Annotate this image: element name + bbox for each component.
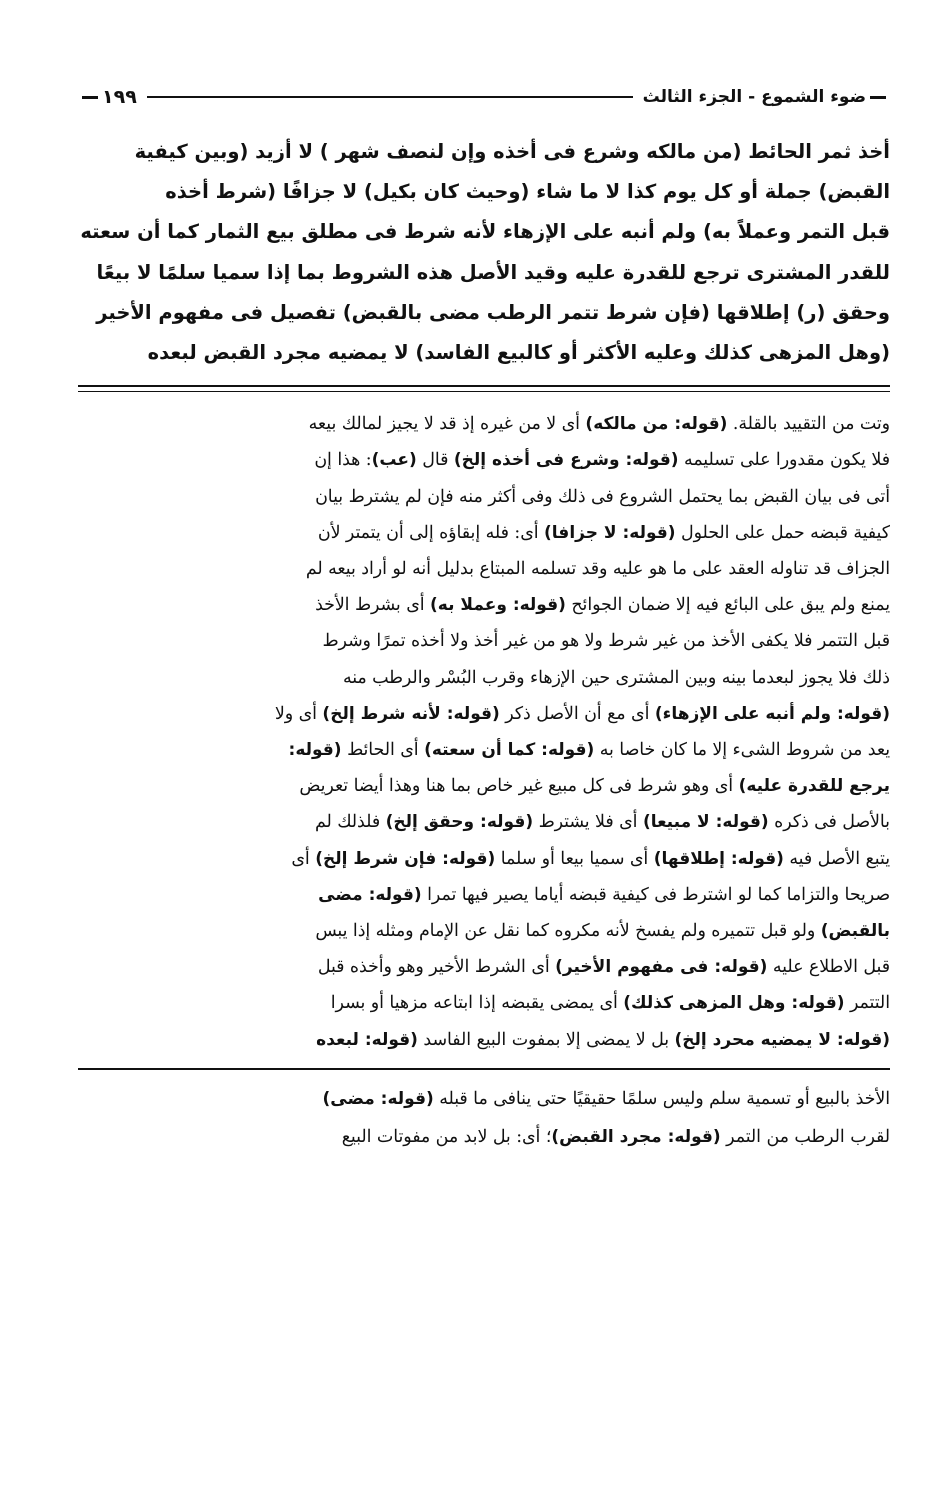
commentary-line [78, 1022, 890, 1058]
commentary-line [78, 515, 890, 551]
quoted-lemma: (قوله: مجرد القبض) [551, 1126, 721, 1147]
commentary-line [78, 949, 890, 985]
commentary-line [78, 768, 890, 804]
commentary-line [78, 660, 890, 696]
text-run: أى فلا يشترط [533, 812, 643, 833]
commentary-line [78, 587, 890, 623]
text-run: وتت من التقييد بالقلة. [727, 414, 890, 435]
footnote-line [78, 1080, 890, 1118]
text-run: أى ولا [274, 703, 323, 724]
text-run: أى بشرط الأخذ [315, 595, 431, 616]
commentary-line [78, 804, 890, 840]
quoted-lemma: (قوله: وهل المزهى كذلك) [623, 993, 845, 1014]
running-head [78, 70, 890, 124]
main-text-line: القبض) جملة أو كل يوم كذا لا ما شاء (وحيث كان بكيل) لا جزافًا (شرط أخذه [165, 180, 890, 204]
quoted-lemma: (قوله: فإن شرط إلخ) [315, 848, 496, 869]
text-run: أى [291, 848, 316, 869]
text-run: فلذلك لم [314, 812, 386, 833]
quoted-lemma: (قوله: مضى) [322, 1088, 434, 1109]
text-run: : هذا إن [314, 450, 372, 471]
header-dash [82, 96, 98, 99]
text-run: بل لا يمضى إلا بمفوت البيع الفاسد [417, 1029, 675, 1050]
quoted-lemma: (قوله: كما أن سعته) [424, 740, 595, 761]
footnote-line [78, 1118, 890, 1156]
commentary-line [78, 732, 890, 768]
header-dash [870, 96, 886, 99]
quoted-lemma: (قوله: ولم أنبه على الإزهاء) [654, 703, 890, 724]
text-run: يمنع ولم يبق على البائع فيه إلا ضمان الجوائح [565, 595, 890, 616]
main-text-line: (وهل المزهى كذلك وعليه الأكثر أو كالبيع الفاسد) لا يمضيه مجرد القبض لبعده [147, 341, 890, 365]
text-run: أى الحائط [341, 740, 425, 761]
text-run: الجزاف قد تناوله العقد على ما هو عليه وقد تسلمه المبتاع بدليل أنه لو أراد بيعه لم [305, 559, 890, 580]
quoted-lemma: (قوله: لأنه شرط إلخ) [322, 703, 500, 724]
quoted-lemma: بالقبض) [820, 921, 890, 942]
quoted-lemma: (قوله: وحقق إلخ) [385, 812, 534, 833]
commentary-line [78, 551, 890, 587]
text-run: قبل الاطلاع عليه [767, 957, 890, 978]
text-run: أى وهو شرط فى كل مبيع غير خاص بما هنا وهذا أيضا تعريض [299, 776, 739, 797]
text-run: التتمر [844, 993, 890, 1014]
text-run: أى لا من غيره إذ قد لا يجيز لمالك بيعه [308, 414, 586, 435]
footnote [78, 1080, 890, 1156]
commentary-line [78, 479, 890, 515]
page-number: ١٩٩ [102, 86, 137, 108]
quoted-lemma: (قوله: مضى [318, 884, 422, 905]
main-text-line: أخذ ثمر الحائط (من مالكه وشرع فى أخذه وإن لنصف شهر ) لا أزيد (وبين كيفية [134, 140, 890, 163]
text-run: كيفية قبضه حمل على الحلول [675, 522, 890, 543]
main-text [78, 132, 890, 373]
quoted-lemma: (قوله: فى مفهوم الأخير) [555, 957, 768, 978]
text-run: لقرب الرطب من التمر [720, 1126, 890, 1147]
text-run: صريحا والتزاما كما لو اشترط فى كيفية قبضه أياما يصير فيها تمرا [421, 884, 890, 905]
text-run: الأخذ بالبيع أو تسمية سلم وليس سلمًا حقيقيًا حتى ينافى ما قبله [433, 1088, 890, 1109]
commentary-line [78, 913, 890, 949]
quoted-lemma: يرجع للقدرة عليه) [738, 776, 890, 797]
quoted-lemma: (قوله: إطلاقها) [653, 848, 784, 869]
quoted-lemma: (قوله: لبعده [316, 1029, 418, 1050]
footnote-separator [78, 1068, 890, 1070]
quoted-lemma: (قوله: وعملا به) [430, 595, 566, 616]
commentary-line [78, 985, 890, 1021]
text-run: قبل التتمر فلا يكفى الأخذ من غير شرط ولا هو من غير أخذ ولا أخذه تمرًا وشرط [322, 631, 890, 652]
commentary-line [78, 406, 890, 442]
text-run: أى: فله إبقاؤه إلى أن يتمتر لأن [317, 522, 545, 543]
text-run: أتى فى بيان القبض بما يحتمل الشروع فى ذلك وفى أكثر منه فإن لم يشترط بيان [315, 486, 890, 507]
book-title: ضوء الشموع - الجزء الثالث [642, 87, 866, 107]
quoted-lemma: (قوله: وشرع فى أخذه إلخ) [453, 450, 679, 471]
commentary-line [78, 841, 890, 877]
text-run: ولو قبل تتميره ولم يفسخ لأنه مكروه كما نقل عن الإمام ومثله إذا يبس [315, 921, 821, 942]
text-run: قال [416, 450, 454, 471]
quoted-lemma: (قوله: لا مبيعا) [642, 812, 769, 833]
commentary-line [78, 877, 890, 913]
text-run: ذلك فلا يجوز لبعدما بينه وبين المشترى حين الإزهاء وقرب البُسْر والرطب منه [342, 667, 890, 688]
header-rule [147, 96, 633, 98]
text-run: فلا يكون مقدورا على تسليمه [678, 450, 890, 471]
quoted-lemma: (عب) [371, 450, 417, 471]
book-page [78, 70, 890, 1156]
text-run: ؛ أى: بل لابد من مفوتات البيع [341, 1126, 552, 1147]
text-run: بالأصل فى ذكره [768, 812, 890, 833]
main-text-line: للقدر المشترى ترجع للقدرة عليه وقيد الأصل هذه الشروط بما إذا سميا سلمًا لا بيعًا [96, 260, 890, 284]
commentary-line [78, 696, 890, 732]
text-run: أى يمضى يقبضه إذا ابتاعه مزهيا أو بسرا [330, 993, 624, 1014]
quoted-lemma: (قوله: [288, 740, 342, 761]
text-run: أى سميا بيعا أو سلما [495, 848, 654, 869]
main-text-separator [78, 385, 890, 392]
text-run: يعد من شروط الشىء إلا ما كان خاصا به [594, 740, 890, 761]
text-run: أى الشرط الأخير وهو وأخذه قبل [317, 957, 556, 978]
commentary-line [78, 623, 890, 659]
main-text-line: وحقق (ر) إطلاقها (فإن شرط تتمر الرطب مضى بالقبض) تفصيل فى مفهوم الأخير [96, 300, 890, 324]
quoted-lemma: (قوله: من مالكه) [585, 414, 728, 435]
quoted-lemma: (قوله: لا يمضيه محرد إلخ) [674, 1029, 890, 1050]
main-text-line: قبل التمر وعملاً به) ولم أنبه على الإزهاء لأنه شرط فى مطلق بيع الثمار كما أن سعته [80, 220, 890, 244]
commentary [78, 406, 890, 1058]
commentary-line [78, 442, 890, 478]
quoted-lemma: (قوله: لا جزافا) [544, 522, 676, 543]
text-run: أى مع أن الأصل ذكر [499, 703, 655, 724]
text-run: يتبع الأصل فيه [783, 848, 890, 869]
